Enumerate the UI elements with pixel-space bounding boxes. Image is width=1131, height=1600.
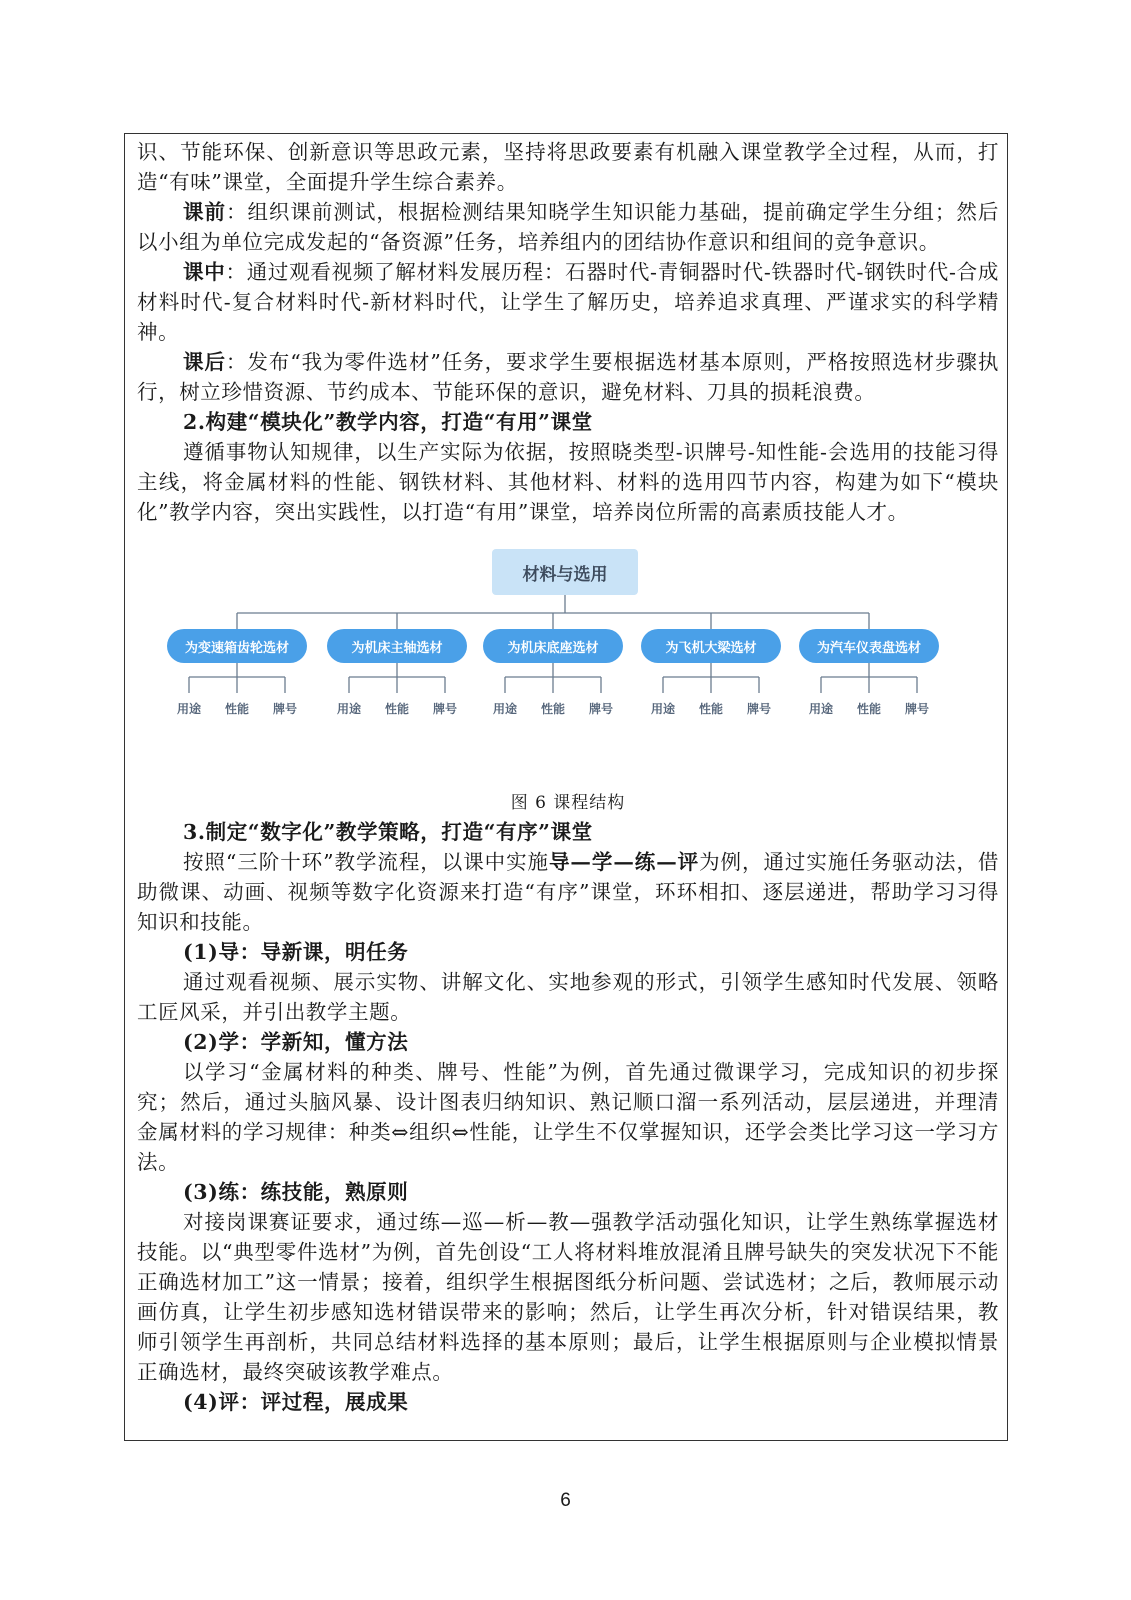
text-after-class: ：发布“我为零件选材”任务，要求学生要根据选材基本原则，严格按照选材步骤执行，树立珍惜资源、节约成本、节能环保的意识，避免材料、刀具的损耗浪费。 (137, 350, 999, 404)
diagram-leaf-1-3: 牌号 (272, 702, 297, 716)
paragraph-practice: 对接岗课赛证要求，通过练—巡—析—教—强教学活动强化知识，让学生熟练掌握选材技能。以“典型零件选材”为例，首先创设“工人将材料堆放混淆且牌号缺失的突发状况下不能正确选材加工”这一情景；接着，组织学生根据图纸分析问题、尝试选材；之后，教师展示动画仿真，让学生初步感知选材错误带来的影响；然后，让学生再次分析，针对错误结果，教师引领学生再剖析，共同总结材料选择的基本原则；最后，让学生根据原则与企业模拟情景正确选材，最终突破该教学难点。 (137, 1210, 999, 1384)
diagram-leaf-2-3: 牌号 (432, 702, 457, 716)
diagram-leaf-4-2: 性能 (698, 702, 723, 716)
subheading-1: (1)导：导新课，明任务 (183, 940, 409, 964)
paragraph-before-class (137, 197, 999, 257)
paragraph-guide: 通过观看视频、展示实物、讲解文化、实地参观的形式，引领学生感知时代发展、领略工匠风采，并引出教学主题。 (137, 970, 999, 1024)
diagram-root: 材料与选用 (492, 549, 638, 595)
text-digital-a: 按照“三阶十环”教学流程，以课中实施 (183, 850, 549, 874)
subheading-4: (4)评：评过程，展成果 (183, 1390, 409, 1414)
diagram-leaf-4-3: 牌号 (746, 702, 771, 716)
course-structure-diagram (137, 541, 999, 785)
diagram-leaf-3-1: 用途 (492, 702, 517, 716)
diagram-leaf-1-2: 性能 (224, 702, 249, 716)
text-before-class: ：组织课前测试，根据检测结果知晓学生知识能力基础，提前确定学生分组；然后以小组为单位完成发起的“备资源”任务，培养组内的团结协作意识和组间的竞争意识。 (137, 200, 999, 254)
diagram-node-5: 为汽车仪表盘选材 (799, 629, 939, 663)
paragraph-modular: 遵循事物认知规律，以生产实际为依据，按照晓类型-识牌号-知性能-会选用的技能习得主线，将金属材料的性能、钢铁材料、其他材料、材料的选用四节内容，构建为如下“模块化”教学内容，突出实践性，以打造“有用”课堂，培养岗位所需的高素质技能人才。 (137, 440, 999, 524)
diagram-node-1: 为变速箱齿轮选材 (167, 629, 307, 663)
page-number: 6 (560, 1490, 571, 1511)
heading-2: 2.构建“模块化”教学内容，打造“有用”课堂 (183, 410, 593, 434)
diagram-leaf-5-1: 用途 (808, 702, 833, 716)
diagram-node-4: 为飞机大梁选材 (641, 629, 781, 663)
label-during-class: 课中 (183, 260, 226, 284)
diagram-leaf-1-1: 用途 (176, 702, 201, 716)
subheading-2: (2)学：学新知，懂方法 (183, 1030, 409, 1054)
text-during-class: ：通过观看视频了解材料发展历程：石器时代-青铜器时代-铁器时代-钢铁时代-合成材料时代-复合材料时代-新材料时代，让学生了解历史，培养追求真理、严谨求实的科学精神。 (137, 260, 1000, 344)
paragraph-digital (137, 847, 999, 937)
text-digital-b: 为例，通过实施任务驱动法，借助微课、动画、视频等数字化资源来打造“有序”课堂，环环相扣、逐层递进，帮助学习习得知识和技能。 (137, 850, 999, 934)
diagram-leaf-5-2: 性能 (856, 702, 881, 716)
diagram-leaf-2-2: 性能 (384, 702, 409, 716)
text-digital-bold: 导—学—练—评 (548, 850, 700, 874)
paragraph-during-class (137, 257, 999, 347)
diagram-leaf-2-1: 用途 (336, 702, 361, 716)
label-after-class: 课后 (183, 350, 226, 374)
figure-caption: 图 6 课程结构 (510, 793, 626, 813)
heading-3: 3.制定“数字化”教学策略，打造“有序”课堂 (183, 820, 593, 844)
document-body (137, 137, 999, 1417)
paragraph-learn: 以学习“金属材料的种类、牌号、性能”为例，首先通过微课学习，完成知识的初步探究；然后，通过头脑风暴、设计图表归纳知识、熟记顺口溜一系列活动，层层递进，并理清金属材料的学习规律：种类⇔组织⇔性能，让学生不仅掌握知识，还学会类比学习这一学习方法。 (137, 1060, 999, 1174)
diagram-leaf-3-2: 性能 (540, 702, 565, 716)
label-before-class: 课前 (183, 200, 226, 224)
diagram-leaf-3-3: 牌号 (588, 702, 613, 716)
paragraph-after-class (137, 347, 999, 407)
subheading-3: (3)练：练技能，熟原则 (183, 1180, 409, 1204)
diagram-leaf-4-1: 用途 (650, 702, 675, 716)
diagram-node-2: 为机床主轴选材 (327, 629, 467, 663)
diagram-leaf-5-3: 牌号 (904, 702, 929, 716)
diagram-node-3: 为机床底座选材 (483, 629, 623, 663)
paragraph-1: 识、节能环保、创新意识等思政元素，坚持将思政要素有机融入课堂教学全过程，从而，打造“有味”课堂，全面提升学生综合素养。 (137, 140, 999, 194)
